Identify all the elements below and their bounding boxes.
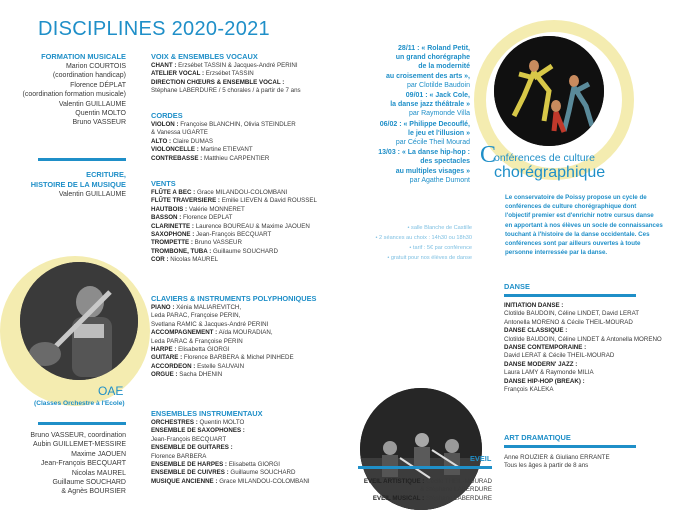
voix-section	[151, 52, 351, 96]
vents-line: FLÛTE A BEC : Grace MILANDOU-COLOMBANI	[151, 189, 288, 196]
danse-line: Clotilde BAUDOIN, Céline LINDET, David LERAT	[504, 310, 640, 318]
claviers-line: HARPE : Elisabetta GIORGI	[151, 346, 230, 354]
ensembles-heading: ENSEMBLES INSTRUMENTAUX	[151, 409, 263, 418]
conference-info	[350, 223, 472, 263]
oae-subtitle: (Classes Orchestre à l'Ecole)	[34, 400, 125, 407]
cordes-heading: CORDES	[151, 111, 183, 120]
event-title-line: 09/01 : « Jack Cole,	[405, 92, 470, 100]
formation-musicale-line: (coordination handicap)	[52, 72, 126, 80]
vents-line: SAXOPHONE : Jean-François BECQUART	[151, 231, 272, 239]
danse-line: David LERAT & Cécile THEIL-MOURAD	[504, 352, 615, 360]
guitar-player-illustration	[20, 262, 138, 380]
ensembles-line: ENSEMBLE DE HARPES : Elisabetta GIORGI	[151, 461, 280, 469]
ensembles-line: ENSEMBLE DE CUIVRES : Guillaume SOUCHARD	[151, 469, 296, 477]
oae-teacher: Aubin GUILLEMET-MESSIRE	[33, 441, 126, 449]
conference-title-line1: onférences de culture	[494, 152, 595, 164]
event-item	[330, 120, 470, 148]
eveil-heading: EVEIL	[470, 454, 492, 463]
conference-description	[505, 193, 675, 257]
art-line: Tous les âges à partir de 8 ans	[504, 462, 589, 470]
vents-section	[151, 179, 351, 265]
divider-eveil	[358, 466, 492, 469]
danse-line: DANSE MODERN' JAZZ :	[504, 360, 578, 368]
info-line: • salle Blanche de Castille	[407, 225, 472, 231]
voix-line: CHANT : Erzsébet TASSIN & Jacques-André PERINI	[151, 62, 298, 69]
ensembles-line: ENSEMBLE DE GUITARES :	[151, 444, 233, 452]
ensembles-line: Florence BARBERA	[151, 452, 207, 460]
oae-teacher: Jean-François BECQUART	[40, 460, 126, 468]
art-dramatique-heading: ART DRAMATIQUE	[504, 433, 571, 442]
event-title-line: des spectacles	[420, 158, 470, 166]
event-item	[330, 91, 470, 119]
oae-teachers	[8, 431, 126, 497]
oae-teacher: Nicolas MAUREL	[71, 469, 126, 477]
guitar-player-photo	[20, 262, 138, 380]
danse-section	[504, 302, 676, 394]
formation-musicale-line: Quentin MOLTO	[75, 110, 126, 118]
event-title-line: 06/02 : « Philippe Decouflé,	[379, 120, 470, 128]
conference-title-line2: chorégraphique	[494, 164, 606, 181]
claviers-line: GUITARE : Florence BARBERA & Michel PINHEDE	[151, 354, 294, 362]
cordes-line: CONTREBASSE : Matthieu CARPENTIER	[151, 154, 270, 162]
formation-musicale-line: Florence DÉPLAT	[70, 81, 126, 89]
ensembles-line: Jean-François BECQUART	[151, 435, 227, 443]
eveil-line: & Stéphane LABERDURE	[420, 486, 492, 494]
event-title-line: 28/11 : « Roland Petit,	[398, 45, 470, 52]
danse-line: DANSE CONTEMPORAINE :	[504, 344, 587, 352]
claviers-heading: CLAVIERS & INSTRUMENTS POLYPHONIQUES	[151, 294, 317, 303]
ecriture-section	[8, 170, 126, 199]
ensembles-line: ORCHESTRES : Quentin MOLTO	[151, 419, 245, 426]
histoire-heading: HISTOIRE DE LA MUSIQUE	[30, 180, 126, 189]
danse-line: François KALEKA	[504, 386, 554, 394]
voix-heading: VOIX & ENSEMBLES VOCAUX	[151, 52, 258, 61]
formation-musicale-section	[8, 52, 126, 128]
dancers-photo	[494, 36, 604, 146]
oae-title: OAE	[98, 384, 124, 398]
claviers-line: ACCOMPAGNEMENT : Aïda MOURADIAN,	[151, 329, 273, 337]
eveil-section	[340, 478, 492, 503]
danse-line: Antonella MORENO & Cécile THEIL-MOURAD	[504, 318, 633, 326]
voix-line: ATELIER VOCAL : Erzsébet TASSIN	[151, 70, 254, 78]
event-title-line: un grand chorégraphe	[395, 54, 470, 62]
voix-line: DIRECTION CHŒURS & ENSEMBLE VOCAL :	[151, 78, 285, 86]
info-line: • tarif : 5€ par conférence	[409, 245, 472, 251]
claviers-line: PIANO : Xénia MALIAREVITCH,	[151, 304, 242, 311]
eveil-line: EVEIL ARTISTIQUE : Cécile THEIL-MOURAD	[363, 478, 492, 485]
danse-line: DANSE HIP-HOP (BREAK) :	[504, 377, 585, 385]
event-speaker: par Raymonde Villa	[409, 110, 470, 118]
conference-description-line: touchant à l'histoire de la danse occidentale. Ces	[505, 230, 650, 238]
event-title-line: la danse jazz théâtrale »	[390, 101, 470, 109]
oae-teacher: Maxime JAOUEN	[71, 450, 126, 458]
divider-ecriture	[38, 158, 126, 161]
conference-description-line: conférences sont par ailleurs ouvertes à toute	[505, 240, 641, 248]
conference-description-line: conférences de culture chorégraphique dont	[505, 203, 637, 211]
info-line: • 2 séances au choix : 14h30 ou 18h30	[375, 235, 472, 241]
vents-line: TROMPETTE : Bruno VASSEUR	[151, 239, 242, 247]
voix-line: Stéphane LABERDURE / 5 chorales / à partir de 7 ans	[151, 87, 301, 95]
conference-description-line: personne interressée par la danse.	[505, 249, 608, 257]
event-title-line: au multiples visages »	[395, 167, 470, 175]
claviers-line: ORGUE : Sacha DHENIN	[151, 371, 223, 379]
event-item	[330, 148, 470, 185]
vents-line: HAUTBOIS : Valérie MONNERET	[151, 205, 245, 213]
event-title-line: 13/03 : « La danse hip-hop :	[378, 149, 470, 157]
claviers-line: ACCORDEON : Estelle SAUVAIN	[151, 362, 245, 370]
formation-musicale-line: Marion COURTOIS	[65, 63, 126, 70]
conference-title-initial: C	[480, 142, 497, 168]
vents-line: TROMBONE, TUBA : Guillaume SOUCHARD	[151, 247, 278, 255]
vents-line: COR : Nicolas MAUREL	[151, 256, 219, 264]
art-dramatique-section	[504, 454, 676, 471]
cordes-line: & Vanessa UGARTE	[151, 129, 208, 137]
cordes-line: VIOLON : Françoise BLANCHIN, Olivia STEINDLER	[151, 121, 296, 128]
art-line: Anne ROUZIER & Giuliano ERRANTE	[504, 454, 610, 461]
formation-musicale-line: Valentin GUILLAUME	[58, 100, 126, 108]
danse-line: Clotilde BAUDOIN, Céline LINDET & Antonella MORENO	[504, 335, 662, 343]
event-title-line: le jeu et l'illusion »	[408, 129, 470, 137]
claviers-section	[151, 294, 351, 380]
divider-oae	[38, 422, 126, 425]
ecriture-heading: ECRITURE,	[86, 170, 126, 179]
event-speaker: par Cécile Theil Mourad	[395, 139, 470, 147]
event-title-line: de la modernité	[418, 63, 470, 71]
cordes-section	[151, 111, 351, 163]
oae-teacher: Guillaume SOUCHARD	[52, 479, 126, 487]
page-title: DISCIPLINES 2020-2021	[38, 18, 270, 40]
formation-musicale-heading: FORMATION MUSICALE	[41, 52, 126, 61]
ensembles-line: MUSIQUE ANCIENNE : Grace MILANDOU-COLOMBANI	[151, 477, 310, 485]
danse-heading: DANSE	[504, 282, 530, 291]
ensembles-section	[151, 409, 351, 486]
eveil-line: EVEIL MUSICAL : Stéphane LABERDURE	[372, 494, 492, 502]
claviers-line: Svetlana RAMIC & Jacques-André PERINI	[151, 320, 269, 328]
vents-line: FLÛTE TRAVERSIERE : Emilie LIEVEN & David ROUSSEL	[151, 197, 317, 205]
event-speaker: par Agathe Dumont	[409, 176, 470, 184]
danse-line: Laura LAMY & Raymonde MILIA	[504, 369, 594, 377]
event-title-line: au croisement des arts »,	[385, 72, 470, 80]
vents-heading: VENTS	[151, 179, 176, 188]
event-speaker: par Clotilde Baudoin	[406, 81, 470, 89]
formation-musicale-line: (coordination formation musicale)	[22, 91, 126, 99]
claviers-line: Leda PARAC, Françoise PERIN,	[151, 312, 241, 320]
ensembles-line: ENSEMBLE DE SAXOPHONES :	[151, 427, 245, 435]
event-item	[330, 44, 470, 90]
vents-line: CLARINETTE : Laurence BOUREAU & Maxime JAOUEN	[151, 222, 310, 230]
cordes-line: ALTO : Claire DUMAS	[151, 137, 214, 145]
cordes-line: VIOLONCELLE : Martine ETIEVANT	[151, 146, 253, 154]
divider-art	[504, 445, 636, 448]
info-line: • gratuit pour nos élèves de danse	[387, 255, 472, 261]
conference-description-line: l'objectif premier est d'enrichir notre cursus danse	[505, 212, 654, 220]
oae-teacher: Bruno VASSEUR, coordination	[30, 432, 126, 439]
conference-events	[330, 44, 470, 185]
claviers-line: Leda PARAC & Françoise PERIN	[151, 337, 243, 345]
danse-line: DANSE CLASSIQUE :	[504, 327, 568, 335]
conference-description-line: en apportant à nos élèves un socle de connaissances	[505, 221, 663, 229]
dancers-illustration	[494, 36, 604, 146]
conference-description-line: Le conservatoire de Poissy propose un cycle de	[505, 194, 647, 201]
vents-line: BASSON : Florence DEPLAT	[151, 214, 233, 222]
oae-teacher: & Agnès BOURSIER	[61, 488, 126, 496]
divider-danse	[504, 294, 636, 297]
ecriture-teacher: Valentin GUILLAUME	[58, 191, 126, 198]
formation-musicale-line: Bruno VASSEUR	[72, 119, 126, 127]
danse-line: INITIATION DANSE :	[504, 302, 564, 309]
